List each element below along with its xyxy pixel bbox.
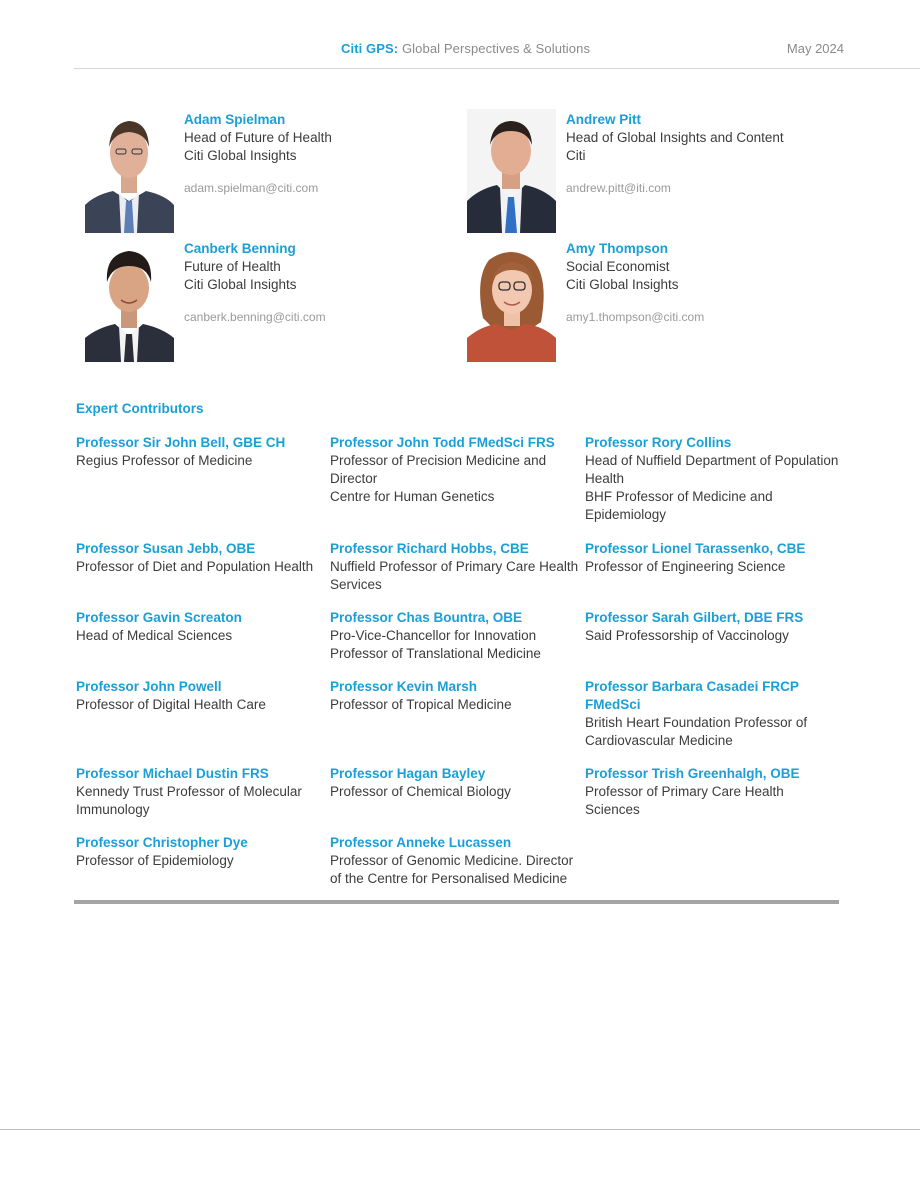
- contributor-role: British Heart Foundation Professor of Cardiovascular Medicine: [585, 715, 808, 748]
- author-photo-amy-thompson: [467, 238, 556, 362]
- contributor-role: Professor of Chemical Biology: [330, 784, 511, 799]
- contributor-role: Pro-Vice-Chancellor for Innovation: [330, 628, 537, 643]
- contributor-role: Centre for Human Genetics: [330, 489, 495, 504]
- contributor-role: Professor of Precision Medicine and Director: [330, 453, 547, 486]
- contributor: [76, 434, 330, 470]
- contributor-name: Professor Gavin Screaton: [76, 610, 242, 625]
- contributor: [76, 765, 330, 819]
- contributor-name: Professor Christopher Dye: [76, 835, 248, 850]
- contributor-name: Professor Lionel Tarassenko, CBE: [585, 541, 806, 556]
- contributor-name: Professor John Powell: [76, 679, 222, 694]
- author-info: [184, 240, 464, 326]
- section-bottom-divider: [74, 900, 839, 904]
- author-name: Canberk Benning: [184, 241, 296, 256]
- author-org: Citi: [566, 148, 586, 163]
- contributor-name: Professor Sir John Bell, GBE CH: [76, 435, 286, 450]
- contributor-role: Professor of Genomic Medicine. Director of the Centre for Personalised Medicine: [330, 853, 574, 886]
- contributor-name: Professor Michael Dustin FRS: [76, 766, 269, 781]
- contributor-name: Professor Rory Collins: [585, 435, 732, 450]
- contributor-role: Professor of Tropical Medicine: [330, 697, 512, 712]
- contributor-name: Professor John Todd FMedSci FRS: [330, 435, 555, 450]
- contributor-name: Professor Kevin Marsh: [330, 679, 478, 694]
- author-title: Social Economist: [566, 259, 670, 274]
- contributor-role: Head of Medical Sciences: [76, 628, 233, 643]
- contributor: [585, 540, 839, 576]
- contributor-role: Professor of Digital Health Care: [76, 697, 266, 712]
- contributor: [585, 765, 839, 819]
- author-email[interactable]: adam.spielman@citi.com: [184, 181, 319, 195]
- author-info: [184, 111, 464, 197]
- author-email[interactable]: andrew.pitt@iti.com: [566, 181, 671, 195]
- author-photo-adam-spielman: [85, 109, 174, 233]
- author-photo-canberk-benning: [85, 238, 174, 362]
- author-org: Citi Global Insights: [184, 148, 297, 163]
- contributor-name: Professor Anneke Lucassen: [330, 835, 512, 850]
- brand-title: [341, 41, 590, 56]
- expert-contributors-heading: Expert Contributors: [76, 401, 204, 416]
- contributor-role: Kennedy Trust Professor of Molecular Immunology: [76, 784, 302, 817]
- contributor: [330, 765, 584, 801]
- author-title: Future of Health: [184, 259, 281, 274]
- contributor-role: BHF Professor of Medicine and Epidemiology: [585, 489, 773, 522]
- contributor-role: Professor of Engineering Science: [585, 559, 786, 574]
- author-info: [566, 111, 846, 197]
- author-email[interactable]: canberk.benning@citi.com: [184, 310, 326, 324]
- footer-divider: [0, 1129, 920, 1130]
- contributor-name: Professor Trish Greenhalgh, OBE: [585, 766, 800, 781]
- contributor: [585, 434, 839, 524]
- contributor: [76, 834, 330, 870]
- contributor: [76, 540, 330, 576]
- author-email[interactable]: amy1.thompson@citi.com: [566, 310, 705, 324]
- contributor-role: Head of Nuffield Department of Population Health: [585, 453, 839, 486]
- contributor: [330, 678, 584, 714]
- page-header: [0, 0, 920, 69]
- contributor: [585, 678, 839, 750]
- brand-strong: Citi GPS:: [341, 41, 399, 56]
- contributor-name: Professor Richard Hobbs, CBE: [330, 541, 529, 556]
- contributor-role: Said Professorship of Vaccinology: [585, 628, 789, 643]
- author-name: Amy Thompson: [566, 241, 669, 256]
- author-name: Andrew Pitt: [566, 112, 642, 127]
- contributor: [330, 434, 584, 506]
- contributor-name: Professor Susan Jebb, OBE: [76, 541, 256, 556]
- contributor: [330, 834, 584, 888]
- contributor: [585, 609, 839, 645]
- contributor-name: Professor Sarah Gilbert, DBE FRS: [585, 610, 804, 625]
- contributor: [76, 609, 330, 645]
- brand-rest: Global Perspectives & Solutions: [398, 41, 591, 56]
- author-photo-andrew-pitt: [467, 109, 556, 233]
- contributor-role: Professor of Primary Care Health Sciences: [585, 784, 784, 817]
- author-org: Citi Global Insights: [184, 277, 297, 292]
- contributor-role: Professor of Diet and Population Health: [76, 559, 314, 574]
- author-info: [566, 240, 846, 326]
- contributor-name: Professor Hagan Bayley: [330, 766, 486, 781]
- contributor: [330, 609, 584, 663]
- contributor-role: Professor of Epidemiology: [76, 853, 234, 868]
- contributor: [76, 678, 330, 714]
- contributor-name: Professor Barbara Casadei FRCP FMedSci: [585, 679, 799, 712]
- contributor-role: Regius Professor of Medicine: [76, 453, 253, 468]
- publication-date: May 2024: [786, 41, 844, 56]
- contributor-role: Nuffield Professor of Primary Care Health Services: [330, 559, 579, 592]
- header-divider: [74, 68, 920, 69]
- contributor-name: Professor Chas Bountra, OBE: [330, 610, 523, 625]
- author-title: Head of Future of Health: [184, 130, 332, 145]
- contributor-role: Professor of Translational Medicine: [330, 646, 541, 661]
- author-name: Adam Spielman: [184, 112, 286, 127]
- author-title: Head of Global Insights and Content: [566, 130, 784, 145]
- contributor: [330, 540, 584, 594]
- author-org: Citi Global Insights: [566, 277, 679, 292]
